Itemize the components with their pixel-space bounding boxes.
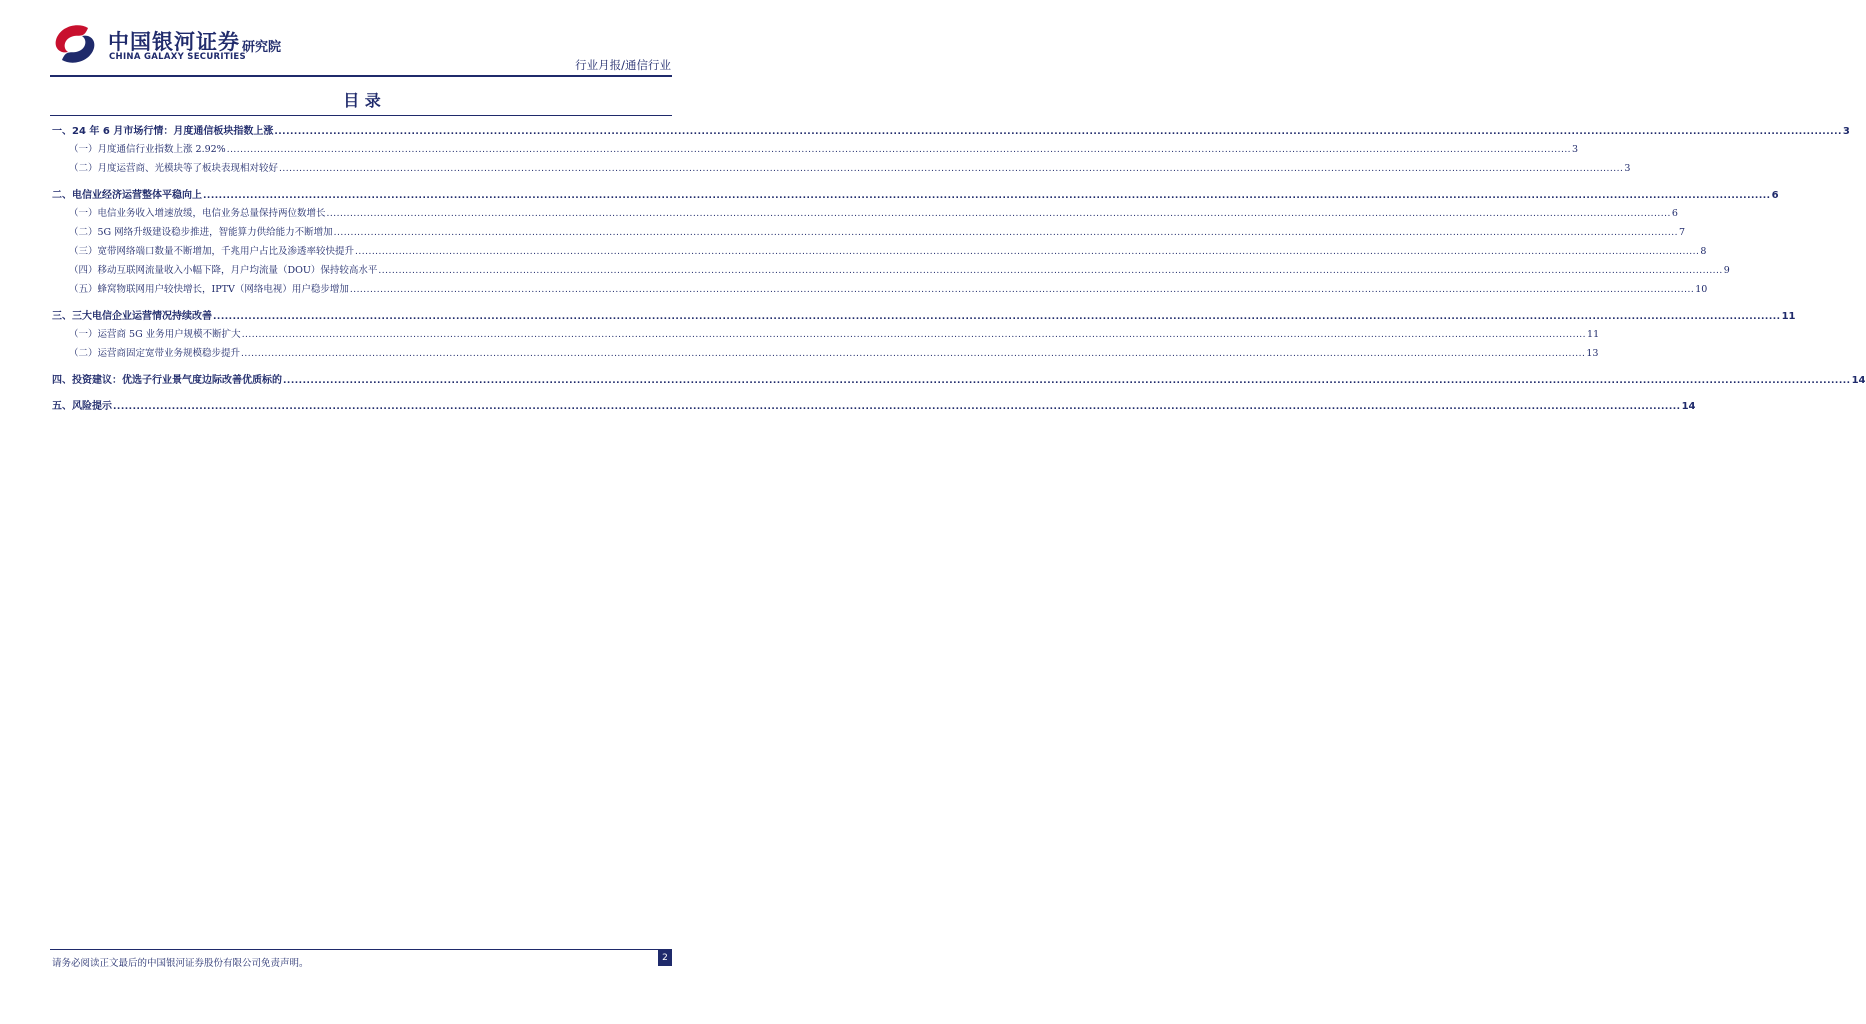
toc-leader-dots: ................................................................................................................................................................................................................................................................................................................................................................................................................ bbox=[378, 266, 1723, 276]
toc-leader-dots: ................................................................................................................................................................................................................................................................................................................................................................................................................ bbox=[241, 349, 1586, 359]
toc-subsection-link[interactable] bbox=[52, 205, 1678, 224]
brand-name-english: CHINA GALAXY SECURITIES bbox=[109, 52, 246, 62]
toc-entry-page: 10 bbox=[1695, 284, 1708, 295]
toc-entry-page: 3 bbox=[1842, 126, 1850, 137]
toc-entry-text: 二、电信业经济运营整体平稳向上 bbox=[52, 190, 202, 201]
toc-leader-dots: ................................................................................................................................................................................................................................................................................................................................................................................................................ bbox=[355, 247, 1700, 257]
toc-section-link[interactable] bbox=[52, 120, 1850, 141]
toc-entry-text: 四、投资建议：优选子行业景气度边际改善优质标的 bbox=[52, 375, 282, 386]
toc-subsection-link[interactable] bbox=[52, 141, 1579, 160]
toc-leader-dots: ................................................................................................................................................................................................................................................................................................................................................................................................................ bbox=[274, 127, 1842, 137]
toc-leader-dots: ................................................................................................................................................................................................................................................................................................................................................................................................................ bbox=[226, 145, 1572, 155]
toc-entry-text: （三）宽带网络端口数量不断增加，千兆用户占比及渗透率较快提升 bbox=[69, 246, 355, 257]
toc-entry-page: 14 bbox=[1681, 401, 1696, 412]
table-of-contents bbox=[52, 120, 1866, 416]
toc-subsection-link[interactable] bbox=[52, 243, 1707, 262]
toc-leader-dots: ................................................................................................................................................................................................................................................................................................................................................................................................................ bbox=[333, 228, 1678, 238]
toc-subsection-link[interactable] bbox=[52, 224, 1686, 243]
toc-entry-text: （一）电信业务收入增速放缓，电信业务总量保持两位数增长 bbox=[69, 208, 326, 219]
toc-leader-dots: ................................................................................................................................................................................................................................................................................................................................................................................................................ bbox=[241, 330, 1587, 340]
footer-disclaimer: 请务必阅读正文最后的中国银河证券股份有限公司免责声明。 bbox=[52, 958, 309, 969]
toc-subsection-link[interactable] bbox=[52, 160, 1631, 179]
toc-leader-dots: ................................................................................................................................................................................................................................................................................................................................................................................................................ bbox=[113, 402, 1681, 412]
toc-section-link[interactable] bbox=[52, 395, 1696, 416]
toc-entry-page: 8 bbox=[1700, 246, 1707, 257]
galaxy-logo-icon bbox=[50, 22, 100, 66]
toc-entry-page: 6 bbox=[1671, 208, 1678, 219]
toc-title: 目 录 bbox=[343, 91, 381, 110]
toc-entry-text: （二）运营商固定宽带业务规模稳步提升 bbox=[69, 348, 241, 359]
toc-entry-page: 11 bbox=[1587, 329, 1600, 340]
toc-entry-page: 6 bbox=[1771, 190, 1779, 201]
report-type: 行业月报/通信行业 bbox=[575, 58, 671, 72]
toc-section-link[interactable] bbox=[52, 369, 1866, 390]
page-number: 2 bbox=[658, 950, 672, 966]
toc-entry-text: 三、三大电信企业运营情况持续改善 bbox=[52, 311, 212, 322]
toc-entry-text: （一）月度通信行业指数上涨 2.92% bbox=[69, 144, 226, 155]
toc-entry-text: 五、风险提示 bbox=[52, 401, 112, 412]
toc-section-link[interactable] bbox=[52, 305, 1796, 326]
toc-entry-text: （四）移动互联网流量收入小幅下降，月户均流量（DOU）保持较高水平 bbox=[69, 265, 378, 276]
toc-subsection-link[interactable] bbox=[52, 345, 1599, 364]
page-header bbox=[0, 0, 724, 80]
toc-leader-dots: ................................................................................................................................................................................................................................................................................................................................................................................................................ bbox=[349, 285, 1695, 295]
toc-entry-text: 一、24 年 6 月市场行情：月度通信板块指数上涨 bbox=[52, 126, 274, 137]
brand-name-chinese: 中国银河证券 bbox=[108, 30, 240, 54]
toc-entry-page: 3 bbox=[1572, 144, 1579, 155]
toc-entry-page: 9 bbox=[1723, 265, 1730, 276]
toc-leader-dots: ................................................................................................................................................................................................................................................................................................................................................................................................................ bbox=[283, 376, 1851, 386]
toc-entry-text: （五）蜂窝物联网用户较快增长，IPTV（网络电视）用户稳步增加 bbox=[69, 284, 349, 295]
toc-leader-dots: ................................................................................................................................................................................................................................................................................................................................................................................................................ bbox=[203, 191, 1771, 201]
header-divider bbox=[50, 75, 672, 77]
toc-entry-page: 3 bbox=[1624, 163, 1631, 174]
toc-section-link[interactable] bbox=[52, 184, 1779, 205]
toc-entry-page: 14 bbox=[1851, 375, 1866, 386]
toc-title-divider bbox=[50, 115, 672, 116]
toc-entry-page: 7 bbox=[1679, 227, 1686, 238]
toc-leader-dots: ................................................................................................................................................................................................................................................................................................................................................................................................................ bbox=[326, 209, 1671, 219]
toc-subsection-link[interactable] bbox=[52, 281, 1708, 300]
toc-entry-text: （二）5G 网络升级建设稳步推进，智能算力供给能力不断增加 bbox=[69, 227, 333, 238]
toc-entry-page: 11 bbox=[1781, 311, 1796, 322]
toc-entry-text: （二）月度运营商、光模块等了板块表现相对较好 bbox=[69, 163, 279, 174]
brand-subtitle: 研究院 bbox=[242, 40, 282, 55]
toc-subsection-link[interactable] bbox=[52, 262, 1730, 281]
toc-entry-text: （一）运营商 5G 业务用户规模不断扩大 bbox=[69, 329, 241, 340]
toc-subsection-link[interactable] bbox=[52, 326, 1600, 345]
footer-divider bbox=[50, 949, 672, 950]
toc-leader-dots: ................................................................................................................................................................................................................................................................................................................................................................................................................ bbox=[279, 164, 1624, 174]
toc-entry-page: 13 bbox=[1586, 348, 1599, 359]
toc-leader-dots: ................................................................................................................................................................................................................................................................................................................................................................................................................ bbox=[213, 312, 1781, 322]
